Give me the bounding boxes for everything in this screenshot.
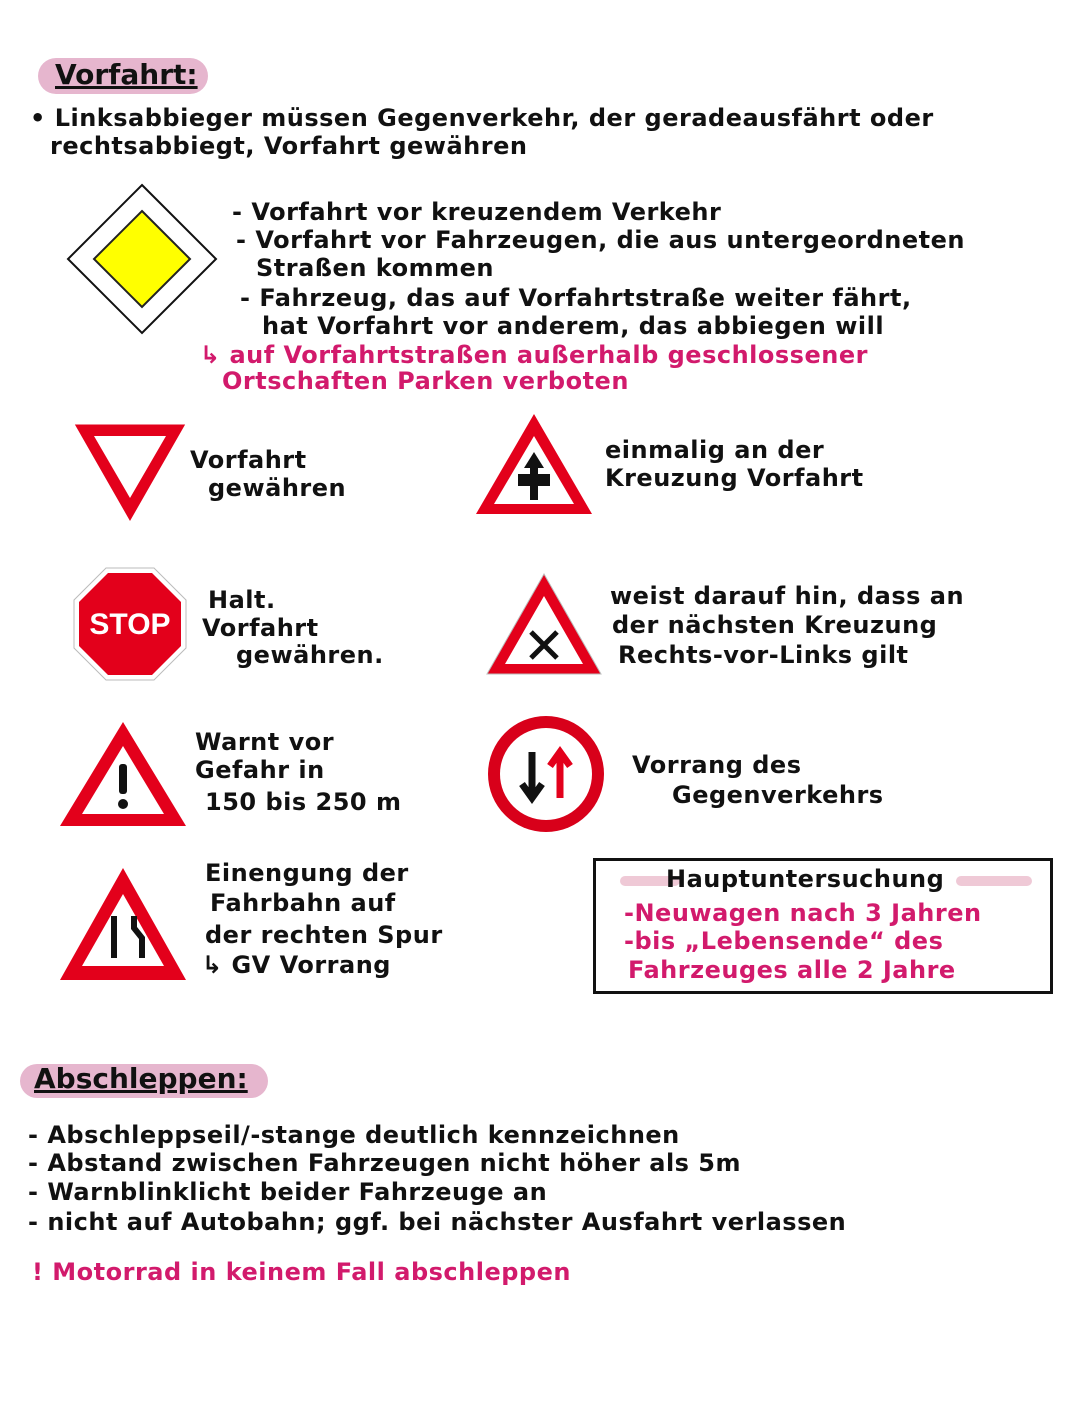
priority-crossing-text: Kreuzung Vorfahrt [605,464,864,492]
right-before-left-sign-icon [485,572,603,678]
yield-text: Vorfahrt [190,446,307,474]
right-before-left-text: weist darauf hin, dass an [610,582,965,610]
towing-warning: ! Motorrad in keinem Fall abschleppen [32,1258,571,1286]
stop-sign-icon [72,566,188,682]
priority-point: - Fahrzeug, das auf Vorfahrtstraße weiter fährt, [240,284,912,312]
stop-text: Vorfahrt [202,614,319,642]
road-narrowing-sign-icon [58,866,188,982]
right-before-left-text: Rechts-vor-Links gilt [618,641,909,669]
heading-vorfahrt: Vorfahrt: [55,58,198,91]
priority-road-sign-icon [66,183,218,335]
oncoming-priority-sign-icon [486,714,606,834]
danger-text: Gefahr in [195,756,325,784]
priority-point: - Vorfahrt vor Fahrzeugen, die aus untergeordneten [236,226,965,254]
yield-text: gewähren [208,474,347,502]
narrowing-text: Einengung der [205,859,409,887]
priority-point: hat Vorfahrt vor anderem, das abbiegen will [262,312,885,340]
parking-note: ↳ auf Vorfahrtstraßen außerhalb geschlossener [200,341,868,369]
yield-sign-icon [70,420,190,526]
towing-point: - Warnblinklicht beider Fahrzeuge an [28,1178,548,1206]
narrowing-text: Fahrbahn auf [210,889,396,917]
towing-point: - Abschleppseil/-stange deutlich kennzeichnen [28,1121,680,1149]
priority-crossing-text: einmalig an der [605,436,825,464]
towing-point: - nicht auf Autobahn; ggf. bei nächster Ausfahrt verlassen [28,1208,847,1236]
heading-abschleppen: Abschleppen: [34,1062,248,1095]
narrowing-text: der rechten Spur [205,921,443,949]
inspection-title: Hauptuntersuchung [666,865,945,893]
inspection-line: -Neuwagen nach 3 Jahren [624,899,982,927]
title-bar-decoration [956,876,1032,886]
danger-text: 150 bis 250 m [205,788,402,816]
stop-text: gewähren. [236,641,384,669]
inspection-line: Fahrzeuges alle 2 Jahre [628,956,956,984]
priority-crossing-sign-icon [474,412,594,518]
inspection-line: -bis „Lebensende“ des [624,927,944,955]
right-before-left-text: der nächsten Kreuzung [612,611,938,639]
stop-label: STOP [89,608,171,641]
priority-point: - Vorfahrt vor kreuzendem Verkehr [232,198,722,226]
oncoming-priority-text: Gegenverkehrs [672,781,884,809]
priority-point: Straßen kommen [256,254,494,282]
danger-text: Warnt vor [195,728,335,756]
oncoming-priority-text: Vorrang des [632,751,802,779]
parking-note: Ortschaften Parken verboten [222,367,629,395]
inspection-box [593,858,1053,994]
narrowing-text: ↳ GV Vorrang [202,951,391,979]
danger-sign-icon [58,720,188,828]
towing-point: - Abstand zwischen Fahrzeugen nicht höher als 5m [28,1149,742,1177]
intro-line: rechtsabbiegt, Vorfahrt gewähren [50,132,528,160]
intro-line: • Linksabbieger müssen Gegenverkehr, der geradeausfährt oder [30,104,934,132]
stop-text: Halt. [208,586,276,614]
